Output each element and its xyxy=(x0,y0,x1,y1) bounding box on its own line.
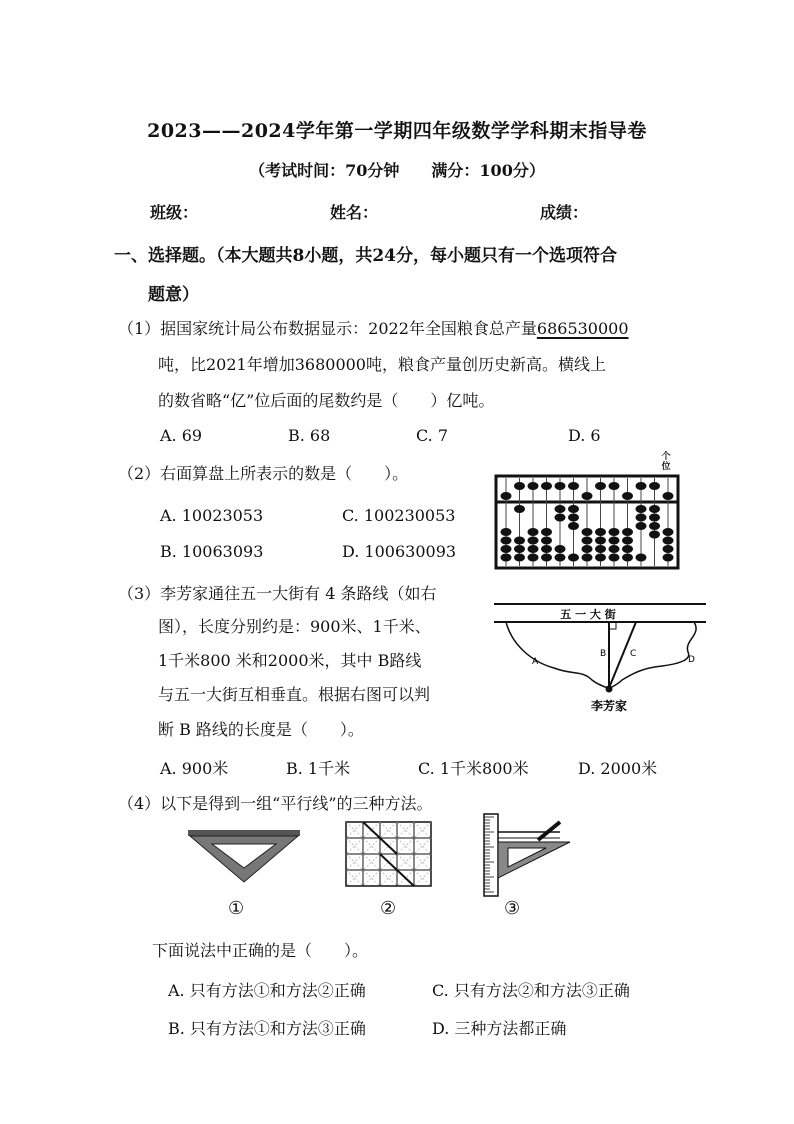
right-angle-mark xyxy=(609,622,616,629)
route-a-path xyxy=(506,622,608,688)
abacus-bead xyxy=(555,482,566,490)
abacus-bead xyxy=(528,545,539,553)
abacus-bead xyxy=(528,528,539,536)
abacus-bead xyxy=(541,482,552,490)
method3-caption: ③ xyxy=(504,898,521,919)
abacus-bead xyxy=(501,554,512,562)
q3-line1: （3）李芳家通往五一大街有 4 条路线（如右 xyxy=(118,584,437,603)
q3-line4: 与五一大街互相垂直。根据右图可以判 xyxy=(158,685,431,704)
abacus-bead xyxy=(636,514,647,522)
section-heading-cont: 题意） xyxy=(148,285,199,305)
abacus-bead xyxy=(555,505,566,513)
abacus-bead xyxy=(636,554,647,562)
abacus-bead xyxy=(501,537,512,545)
q1-option-c: C. 7 xyxy=(416,426,449,445)
abacus-bead xyxy=(528,554,539,562)
abacus-bead xyxy=(501,545,512,553)
abacus-bead xyxy=(636,505,647,513)
abacus-bead xyxy=(555,554,566,562)
abacus-bead xyxy=(663,537,674,545)
abacus-bead xyxy=(609,528,620,536)
q4-option-a: A. 只有方法①和方法②正确 xyxy=(168,981,366,1000)
abacus-bead xyxy=(541,554,552,562)
abacus-bead xyxy=(609,554,620,562)
abacus-bead xyxy=(528,537,539,545)
q4-text: （4）以下是得到一组“平行线”的三种方法。 xyxy=(118,794,433,813)
q3-line2: 图），长度分别约是：900米、1千米、 xyxy=(158,617,431,636)
abacus-bead xyxy=(663,492,674,500)
section-heading: 一、选择题。（本大题共8小题，共24分，每小题只有一个选项符合 xyxy=(114,246,617,266)
abacus-bead xyxy=(595,537,606,545)
q3-option-d: D. 2000米 xyxy=(578,759,658,778)
abacus-bead xyxy=(622,528,633,536)
abacus-bead xyxy=(649,531,660,539)
abacus-bead xyxy=(582,528,593,536)
score-label: 成绩： xyxy=(540,203,589,222)
abacus-bead xyxy=(622,554,633,562)
abacus-bead xyxy=(595,545,606,553)
q1-option-a: A. 69 xyxy=(160,426,203,445)
q2-option-a: A. 10023053 xyxy=(160,506,264,525)
q2-option-c: C. 100230053 xyxy=(342,506,456,525)
abacus-bead xyxy=(609,545,620,553)
q1-line3: 的数省略“亿”位后面的尾数约是（ ）亿吨。 xyxy=(158,391,495,410)
method2-caption: ② xyxy=(380,898,397,919)
abacus-bead xyxy=(514,545,525,553)
route-label-c: C xyxy=(630,649,637,659)
abacus-bead xyxy=(514,505,525,513)
q4-option-b: B. 只有方法①和方法③正确 xyxy=(168,1019,366,1038)
q1-line1 xyxy=(118,316,629,339)
abacus-ones-label: 个位 xyxy=(661,452,671,472)
q3-option-c: C. 1千米800米 xyxy=(418,759,529,778)
abacus-bead xyxy=(501,528,512,536)
abacus-bead xyxy=(622,537,633,545)
abacus-bead xyxy=(649,522,660,530)
q1-underlined-number: 686530000 xyxy=(536,319,629,338)
abacus-bead xyxy=(568,482,579,490)
abacus-bead xyxy=(622,492,633,500)
q3-option-b: B. 1千米 xyxy=(286,759,351,778)
q1-line2: 吨，比2021年增加3680000吨，粮食产量创历史新高。横线上 xyxy=(158,355,606,374)
abacus-bead xyxy=(595,554,606,562)
q3-line5: 断 B 路线的长度是（ ）。 xyxy=(158,720,364,739)
abacus-bead xyxy=(582,537,593,545)
abacus-bead xyxy=(636,482,647,490)
abacus-bead xyxy=(514,482,525,490)
abacus-bead xyxy=(663,528,674,536)
method2-figure xyxy=(344,820,434,888)
abacus-bead xyxy=(649,482,660,490)
q2-text: （2）右面算盘上所表示的数是（ ）。 xyxy=(118,464,409,483)
abacus-bead xyxy=(568,505,579,513)
home-label: 李芳家 xyxy=(590,699,628,713)
abacus-bead xyxy=(568,514,579,522)
abacus-bead xyxy=(663,554,674,562)
abacus-bead xyxy=(541,545,552,553)
class-label: 班级： xyxy=(150,203,199,222)
abacus-bead xyxy=(649,514,660,522)
q2-option-b: B. 10063093 xyxy=(160,542,264,561)
q4-question: 下面说法中正确的是（ ）。 xyxy=(152,941,369,960)
method3-figure xyxy=(480,812,580,898)
q1-option-b: B. 68 xyxy=(288,426,331,445)
abacus-bead xyxy=(568,554,579,562)
route-label-b: B xyxy=(600,649,607,659)
abacus-bead xyxy=(663,545,674,553)
name-label: 姓名： xyxy=(330,203,379,222)
abacus-bead xyxy=(582,545,593,553)
abacus-bead xyxy=(501,492,512,500)
abacus-bead xyxy=(541,528,552,536)
abacus-bead xyxy=(555,514,566,522)
route-label-d: D xyxy=(688,655,695,665)
abacus-bead xyxy=(568,522,579,530)
abacus-figure xyxy=(494,474,680,570)
abacus-bead xyxy=(541,537,552,545)
home-point xyxy=(606,686,613,693)
abacus-bead xyxy=(514,554,525,562)
exam-subtitle: （考试时间：70分钟 满分：100分） xyxy=(249,161,545,180)
route-map-figure xyxy=(492,600,708,720)
exam-title: 2023——2024学年第一学期四年级数学学科期末指导卷 xyxy=(147,120,647,142)
q4-option-d: D. 三种方法都正确 xyxy=(432,1019,567,1038)
abacus-bead xyxy=(582,554,593,562)
abacus-bead xyxy=(609,482,620,490)
street-label: 五 一 大 街 xyxy=(560,608,616,621)
abacus-bead xyxy=(555,545,566,553)
q3-option-a: A. 900米 xyxy=(160,759,229,778)
abacus-bead xyxy=(609,537,620,545)
abacus-bead xyxy=(636,522,647,530)
route-label-a: A xyxy=(532,657,539,667)
abacus-bead xyxy=(622,545,633,553)
q1-line1-text: （1）据国家统计局公布数据显示：2022年全国粮食总产量 xyxy=(118,319,537,338)
abacus-bead xyxy=(514,537,525,545)
abacus-bead xyxy=(595,528,606,536)
q2-option-d: D. 100630093 xyxy=(342,542,457,561)
abacus-bead xyxy=(528,482,539,490)
q3-line3: 1千米800 米和2000米，其中 B路线 xyxy=(158,651,422,670)
abacus-bead xyxy=(649,505,660,513)
method1-figure xyxy=(186,826,302,886)
abacus-bead xyxy=(582,492,593,500)
abacus-bead xyxy=(595,482,606,490)
q1-option-d: D. 6 xyxy=(568,426,601,445)
q4-option-c: C. 只有方法②和方法③正确 xyxy=(432,981,630,1000)
method1-caption: ① xyxy=(228,898,245,919)
